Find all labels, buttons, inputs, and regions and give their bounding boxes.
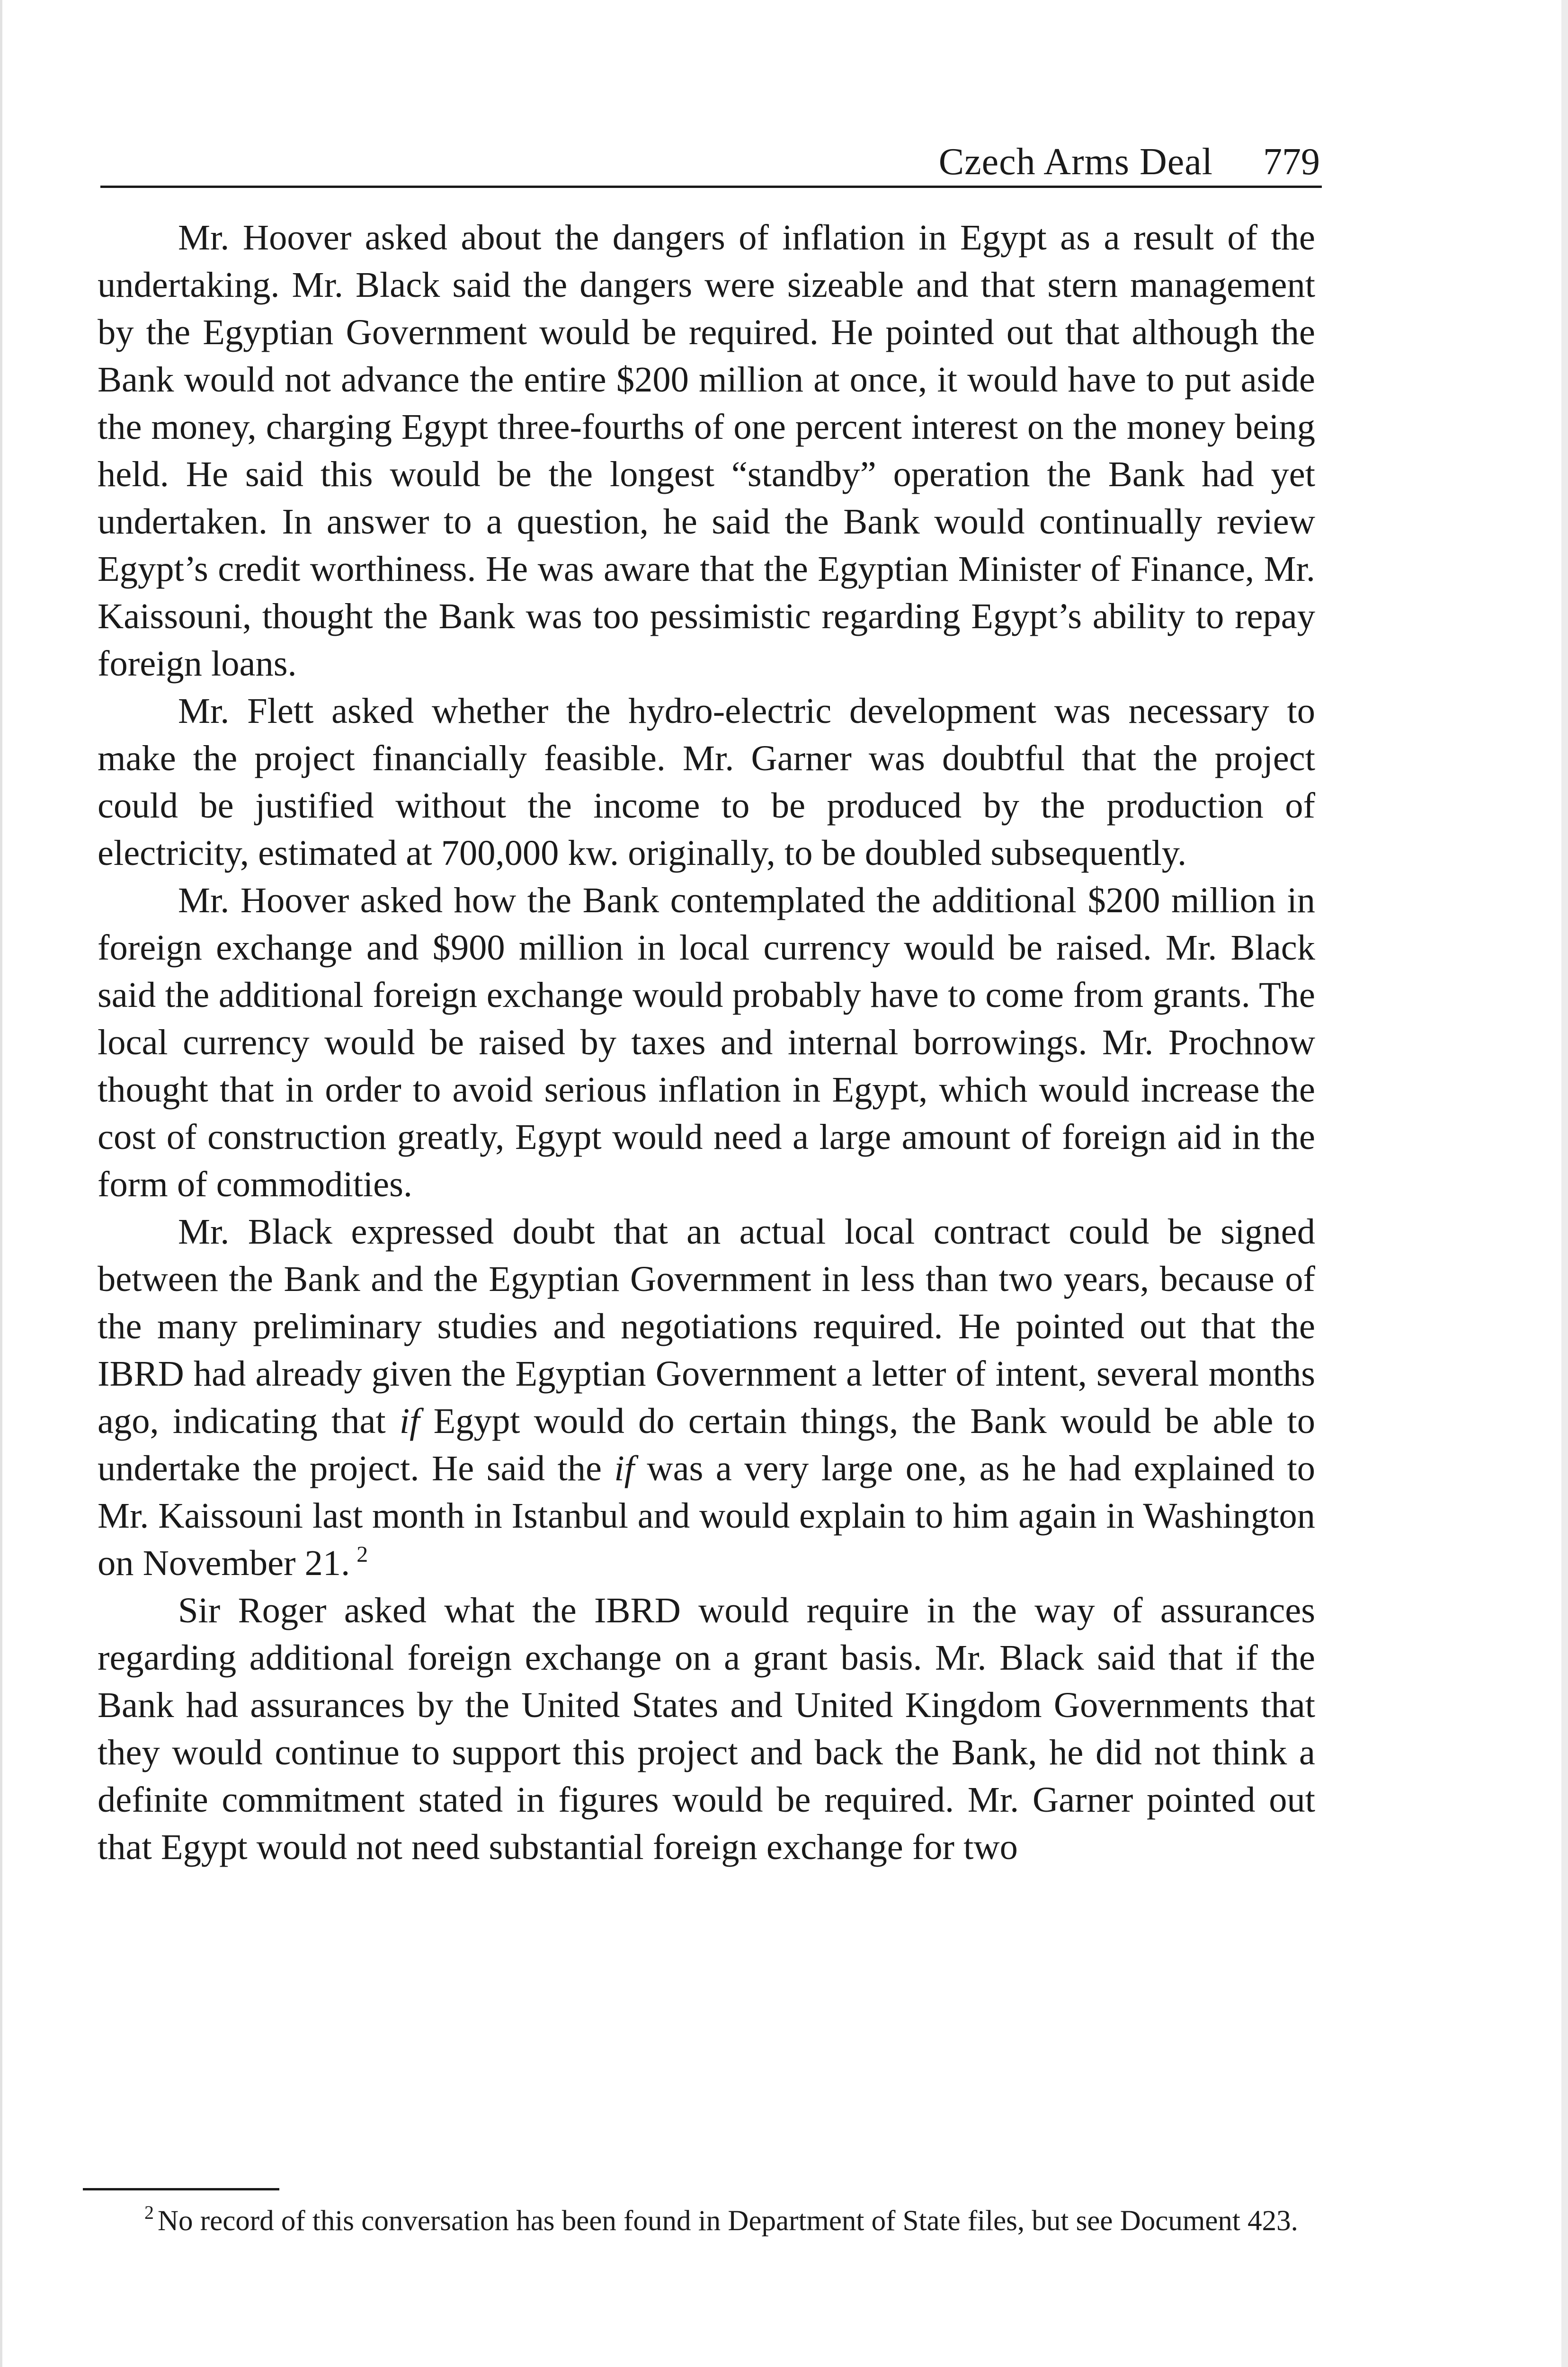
paragraph-1: Mr. Hoover asked about the dangers of inflation in Egypt as a result of the undertaking. Mr. Black said the dangers were sizeable and that stern management by the Egyptian Government would be required. He pointed out that although the Bank would not advance the entire $200 million at once, it would have to put aside the money, charging Egypt three-fourths of one percent interest on the money being held. He said this would be the longest “standby” operation the Bank had yet undertaken. In answer to a question, he said the Bank would continually review Egypt’s credit worthiness. He was aware that the Egyptian Minister of Finance, Mr. Kaissouni, thought the Bank was too pessimistic regarding Egypt’s ability to repay foreign loans. [98,217,1315,684]
paragraph-5: Sir Roger asked what the IBRD would require in the way of assurances regarding additional foreign exchange on a grant basis. Mr. Black said that if the Bank had assurances by the United States and United Kingdom Governments that they would continue to support this project and back the Bank, he did not think a definite commitment stated in figures would be required. Mr. Garner pointed out that Egypt would not need substantial foreign exchange for two [98,1590,1315,1867]
paragraph-4-part-a: Mr. Black expressed doubt that an actual local contract could be signed between the Bank and the Egyptian Government in less than two years, because of the many preliminary studies and negotiations required. He pointed out that the IBRD had already given the Egyptian Government a letter of intent, several months ago, indicating that [98,1211,1315,1441]
italic-if-2: if [614,1448,634,1488]
footnote-paragraph [83,2202,1304,2240]
running-header [100,138,1322,188]
paragraph-3: Mr. Hoover asked how the Bank contemplated the additional $200 million in foreign exchange and $900 million in local currency would be raised. Mr. Black said the additional foreign exchange would probably have to come from grants. The local currency would be raised by taxes and internal borrowings. Mr. Prochnow thought that in order to avoid serious inflation in Egypt, which would increase the cost of construction greatly, Egypt would need a large amount of foreign aid in the form of commodities. [98,880,1315,1204]
footnote-text: No record of this conversation has been found in Department of State files, but see Document 423. [158,2205,1298,2237]
paragraph-4 [98,1208,1315,1587]
paragraph-2: Mr. Flett asked whether the hydro-electric development was necessary to make the project financially feasible. Mr. Garner was doubtful that the project could be justified without the income to be produced by the production of electricity, estimated at 700,000 kw. originally, to be doubled subsequently. [98,691,1315,873]
scan-edge-right [1561,0,1568,2367]
italic-if-1: if [399,1401,420,1441]
running-title: Czech Arms Deal [938,141,1213,183]
body-text [98,214,1315,1871]
footnote-mark: 2 [144,2202,154,2223]
footnote-rule [83,2188,279,2190]
scan-edge-left [0,0,2,2367]
paragraph-4-part-b: Egypt would do certain things, the Bank would be able to undertake the project. He said the [98,1401,1316,1488]
footnote-reference: 2 [356,1542,368,1567]
paragraph-4-part-c: was a very large one, as he had explained to Mr. Kaissouni last month in Istanbul and would explain to him again in Washington on November 21. [98,1448,1315,1583]
footnote [83,2202,1304,2240]
page-number: 779 [1263,141,1320,183]
